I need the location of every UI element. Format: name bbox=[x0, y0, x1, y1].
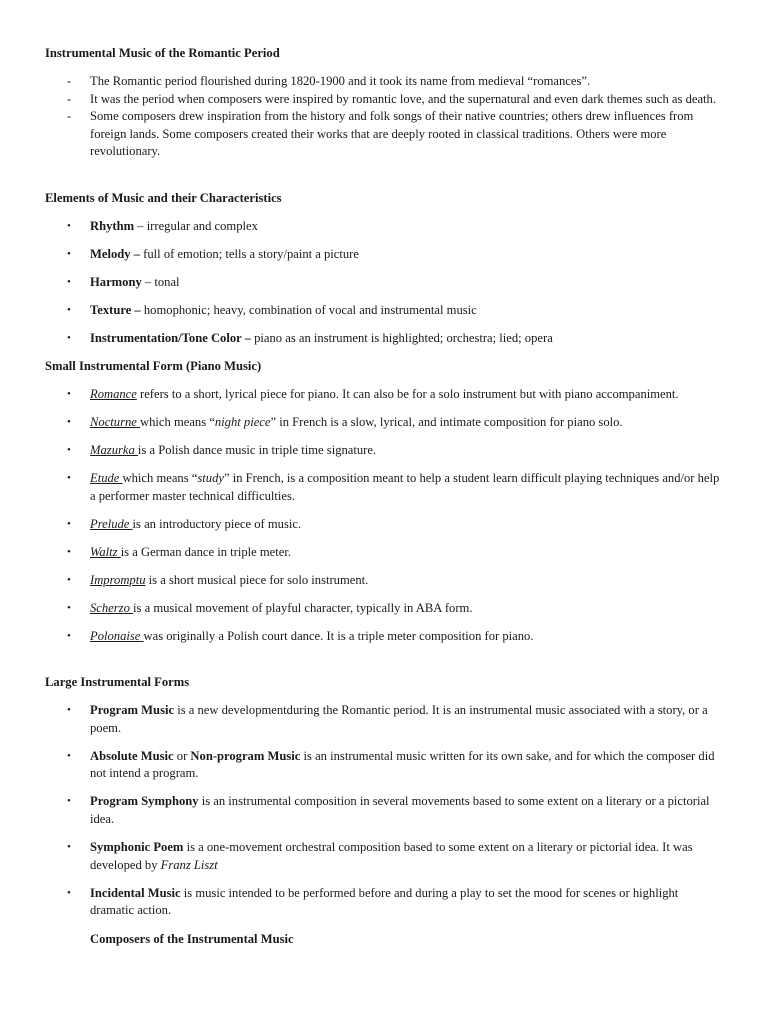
list-item: • Waltz is a German dance in triple meter. bbox=[67, 545, 291, 560]
list-item: • Nocturne which means “night piece” in French is a slow, lyrical, and intimate composition for piano solo. bbox=[67, 415, 623, 430]
romantic-period-list bbox=[0, 73, 768, 161]
heading-romantic-period: Instrumental Music of the Romantic Period bbox=[45, 46, 280, 60]
list-item: • Mazurka is a Polish dance music in triple time signature. bbox=[67, 443, 377, 458]
list-item: • Impromptu is a short musical piece for solo instrument. bbox=[67, 573, 369, 588]
heading-small-instrumental-form: Small Instrumental Form (Piano Music) bbox=[45, 359, 262, 373]
list-item: • Rhythm – irregular and complex bbox=[67, 219, 258, 233]
list-item: • Scherzo is a musical movement of playful character, typically in ABA form. bbox=[67, 601, 473, 616]
heading-large-instrumental-forms: Large Instrumental Forms bbox=[45, 675, 190, 689]
list-item: • Romance refers to a short, lyrical piece for piano. It can also be for a solo instrument but with piano accompaniment. bbox=[67, 387, 679, 401]
list-item: • Absolute Music or Non-program Music is an instrumental music written for its own sake, and for which the composer did not intend a program. bbox=[67, 748, 715, 781]
list-item: • Program Music is a new developmentduring the Romantic period. It is an instrumental music associated with a story, or a poem. bbox=[67, 703, 708, 735]
list-item: • Polonaise was originally a Polish court dance. It is a triple meter composition for piano. bbox=[67, 629, 534, 644]
list-item: - It was the period when composers were inspired by romantic love, and the supernatural and even dark themes such as death. bbox=[67, 91, 716, 106]
list-item: • Prelude is an introductory piece of music. bbox=[67, 516, 302, 531]
large-forms-list bbox=[0, 702, 768, 930]
list-item: • Incidental Music is music intended to be performed before and during a play to set the mood for scenes or highlight dramatic action. bbox=[67, 885, 679, 918]
list-item: • Texture – homophonic; heavy, combination of vocal and instrumental music bbox=[67, 303, 477, 318]
list-item: • Melody – full of emotion; tells a story/paint a picture bbox=[67, 247, 359, 262]
elements-list bbox=[0, 218, 768, 358]
list-item: - The Romantic period flourished during 1820-1900 and it took its name from medieval “romances”. bbox=[67, 74, 591, 88]
list-item: • Harmony – tonal bbox=[67, 275, 180, 290]
small-forms-list bbox=[0, 386, 768, 656]
heading-composers: Composers of the Instrumental Music bbox=[90, 932, 294, 946]
list-item: • Etude which means “study” in French, is a composition meant to help a student learn difficult playing techniques and/or help a performer master technical difficulties. bbox=[67, 471, 720, 503]
list-item: • Program Symphony is an instrumental composition in several movements based to some extent on a literary or a pictorial idea. bbox=[67, 794, 710, 826]
heading-elements-of-music: Elements of Music and their Characteristics bbox=[45, 191, 282, 205]
list-item: • Symphonic Poem is a one-movement orchestral composition based to some extent on a literary or pictorial idea. It was developed by Franz Liszt bbox=[67, 840, 693, 872]
list-item: - Some composers drew inspiration from the history and folk songs of their native countries; others drew influences from foreign lands. Some composers created their works that are deeply rooted in classical traditions. Others were more revolutionary. bbox=[67, 109, 694, 159]
list-item: • Instrumentation/Tone Color – piano as an instrument is highlighted; orchestra; lied; opera bbox=[67, 331, 553, 346]
